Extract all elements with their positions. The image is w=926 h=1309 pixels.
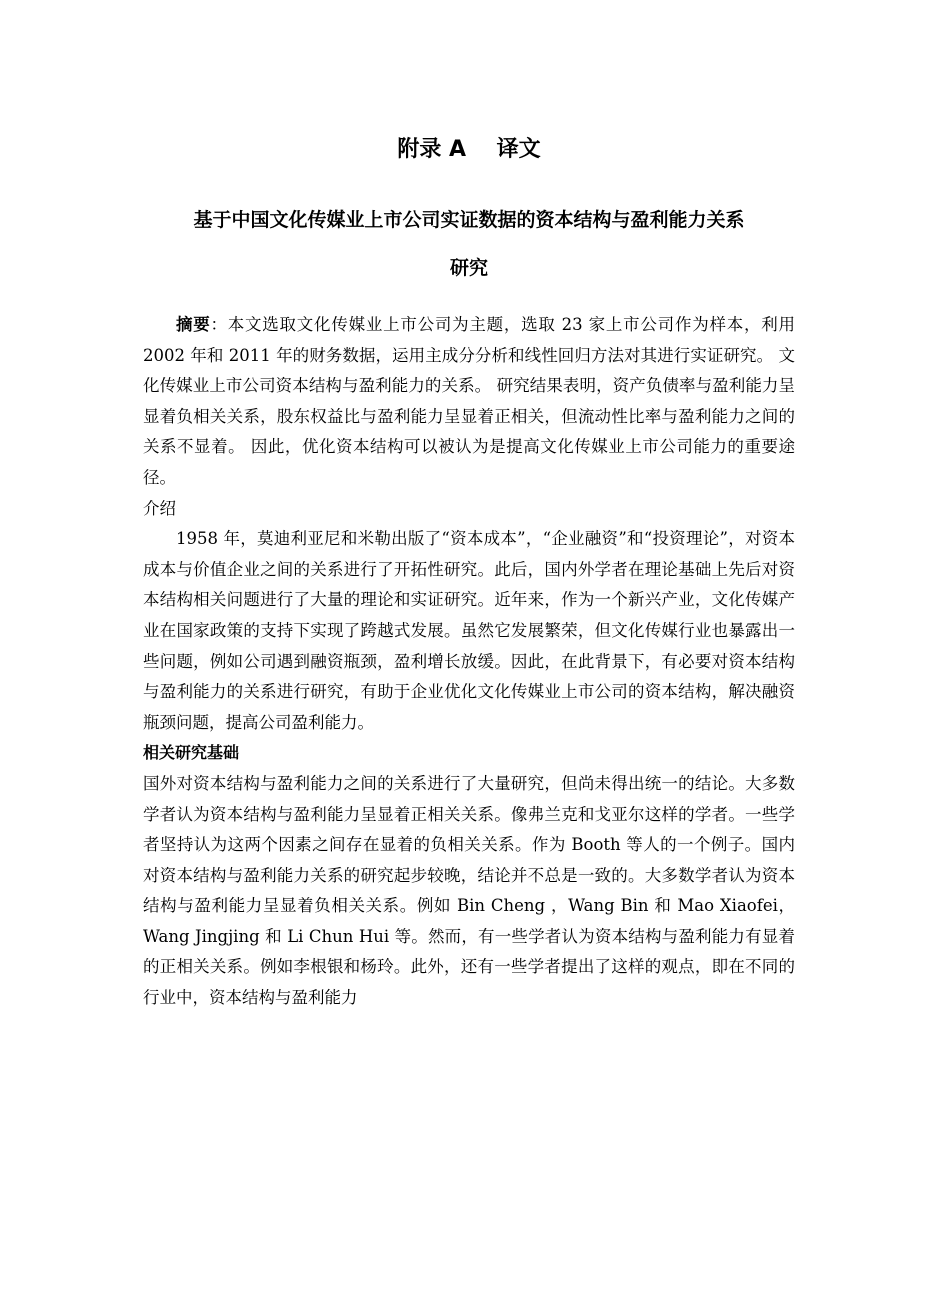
paper-title-line-1: 基于中国文化传媒业上市公司实证数据的资本结构与盈利能力关系 xyxy=(193,209,745,231)
related-research-paragraph: 国外对资本结构与盈利能力之间的关系进行了大量研究，但尚未得出统一的结论。大多数学者认为资本结构与盈利能力呈显着正相关关系。像弗兰克和戈亚尔这样的学者。一些学者坚持认为这两个因素之间存在显着的负相关关系。作为 Booth 等人的一个例子。国内对资本结构与盈利能力关系的研究起步较晚，结论并不总是一致的。大多数学者认为资本结构与盈利能力呈显着负相关关系。例如 Bin Cheng ，Wang Bin 和 Mao Xiaofei，Wang Jingjing 和 Li Chun Hui 等。然而，有一些学者认为资本结构与盈利能力有显着的正相关关系。例如李根银和杨玲。此外，还有一些学者提出了这样的观点，即在不同的行业中，资本结构与盈利能力 xyxy=(143,773,795,1008)
paper-title-line-2: 研究 xyxy=(449,257,488,279)
abstract-paragraph xyxy=(143,310,795,494)
paper-title xyxy=(139,196,799,292)
introduction-paragraph: 1958 年，莫迪利亚尼和米勒出版了“资本成本”，“企业融资”和“投资理论”，对资本成本与价值企业之间的关系进行了开拓性研究。此后，国内外学者在理论基础上先后对资本结构相关问题进行了大量的理论和实证研究。近年来，作为一个新兴产业，文化传媒产业在国家政策的支持下实现了跨越式发展。虽然它发展繁荣，但文化传媒行业也暴露出一些问题，例如公司遇到融资瓶颈，盈利增长放缓。因此，在此背景下，有必要对资本结构与盈利能力的关系进行研究，有助于企业优化文化传媒业上市公司的资本结构，解决融资瓶颈问题，提高公司盈利能力。 xyxy=(143,529,795,732)
appendix-title: 附录 A 译文 xyxy=(397,137,541,162)
document-body xyxy=(143,310,795,1014)
related-research-heading: 相关研究基础 xyxy=(143,743,240,763)
abstract-label: 摘要 xyxy=(176,315,211,334)
introduction-heading: 介绍 xyxy=(143,498,176,518)
abstract-text: ：本文选取文化传媒业上市公司为主题，选取 23 家上市公司作为样本，利用 2002 年和 2011 年的财务数据，运用主成分分析和线性回归方法对其进行实证研究。 文化传媒业上市公司资本结构与盈利能力的关系。 研究结果表明，资产负债率与盈利能力呈显着负相关关系，股东权益比与盈利能力呈显着正相关，但流动性比率与盈利能力之间的关系不显着。 因此，优化资本结构可以被认为是提高文化传媒业上市公司能力的重要途径。 xyxy=(143,315,795,487)
